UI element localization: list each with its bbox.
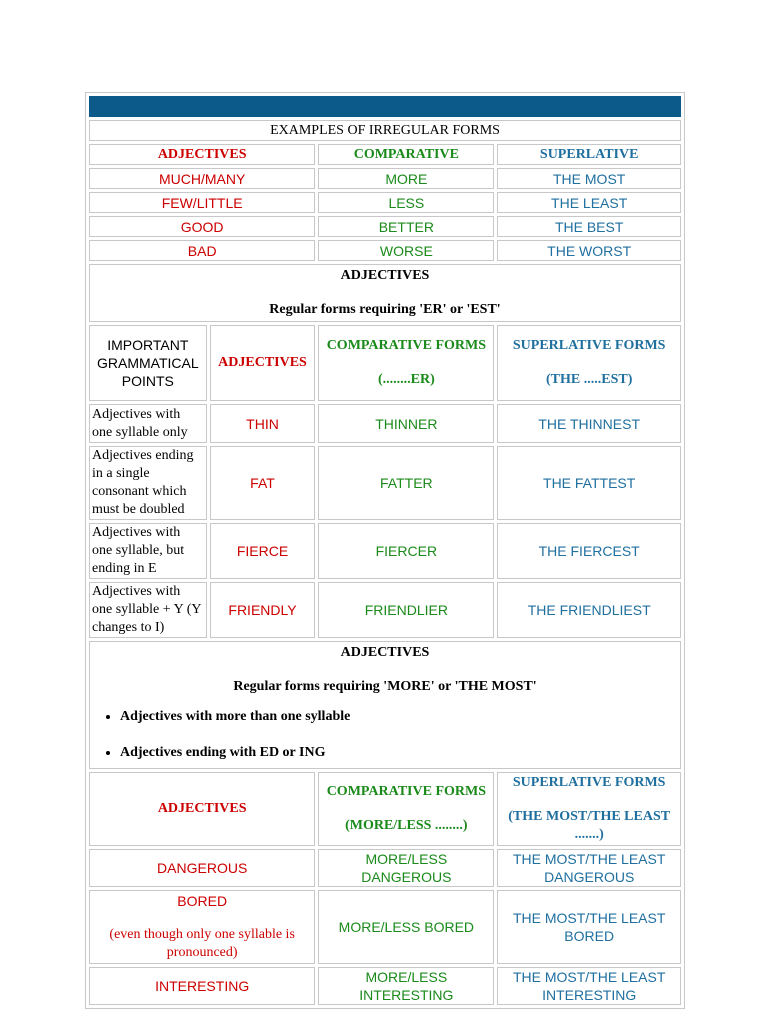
irregular-adjective: FEW/LITTLE [89,192,315,213]
section-subheading: Regular forms requiring 'MORE' or 'THE MOST' [233,679,537,694]
adjective-word: BORED [177,893,228,909]
header-adjectives: ADJECTIVES [210,325,316,401]
comparative-cell: MORE/LESS INTERESTING [318,967,494,1005]
superlative-cell: THE FRIENDLIEST [497,582,681,638]
header-comparative-pattern: (MORE/LESS ........) [345,818,468,833]
regular-er-section [89,264,681,322]
irregular-title: EXAMPLES OF IRREGULAR FORMS [89,120,681,141]
header-superlative-forms [497,772,681,846]
header-superlative-forms [497,325,681,401]
adjective-word: DANGEROUS [157,860,248,876]
regular-more-section [89,641,681,769]
superlative-cell: THE THINNEST [497,404,681,443]
irregular-adjective: BAD [89,240,315,261]
grammar-point: Adjectives ending in a single consonant which must be doubled [89,446,207,520]
irregular-header-comparative: COMPARATIVE [318,144,494,165]
irregular-comparative: MORE [318,168,494,189]
comparative-cell: FATTER [318,446,494,520]
header-superlative-pattern: (THE .....EST) [546,372,633,387]
irregular-header-adjectives: ADJECTIVES [89,144,315,165]
grammar-point: Adjectives with one syllable + Y (Y changes to I) [89,582,207,638]
superlative-cell: THE MOST/THE LEAST BORED [497,890,681,964]
adjective-cell: FIERCE [210,523,316,579]
superlative-cell: THE MOST/THE LEAST INTERESTING [497,967,681,1005]
irregular-adjective: MUCH/MANY [89,168,315,189]
adjective-cell: THIN [210,404,316,443]
header-superlative-pattern: (THE MOST/THE LEAST .......) [508,809,671,842]
section-heading: ADJECTIVES [340,645,430,660]
adjective-cell: FRIENDLY [210,582,316,638]
irregular-comparative: BETTER [318,216,494,237]
irregular-adjective: GOOD [89,216,315,237]
document-page [85,92,685,1009]
irregular-comparative: LESS [318,192,494,213]
adjective-cell [89,967,315,1005]
rule-item: • Adjectives ending with ED or ING [120,744,678,762]
comparative-cell: THINNER [318,404,494,443]
section-subheading: Regular forms requiring 'ER' or 'EST' [269,302,501,317]
adjective-cell [89,849,315,887]
irregular-superlative: THE LEAST [497,192,681,213]
header-comparative-label: COMPARATIVE FORMS [326,338,486,353]
header-bar [89,96,681,117]
adjectives-table [85,92,685,1009]
comparative-cell: FRIENDLIER [318,582,494,638]
superlative-cell: THE MOST/THE LEAST DANGEROUS [497,849,681,887]
adjective-note: (even though only one syllable is pronounced) [109,927,295,960]
irregular-superlative: THE BEST [497,216,681,237]
comparative-cell: MORE/LESS DANGEROUS [318,849,494,887]
comparative-cell: FIERCER [318,523,494,579]
irregular-superlative: THE WORST [497,240,681,261]
superlative-cell: THE FIERCEST [497,523,681,579]
header-comparative-label: COMPARATIVE FORMS [326,784,486,799]
irregular-header-superlative: SUPERLATIVE [497,144,681,165]
adjective-cell: FAT [210,446,316,520]
comparative-cell: MORE/LESS BORED [318,890,494,964]
header-comparative-forms [318,325,494,401]
section-heading: ADJECTIVES [340,268,430,283]
rule-item: • Adjectives with more than one syllable [120,708,678,726]
header-comparative-forms [318,772,494,846]
header-grammatical-points: IMPORTANT GRAMMATICAL POINTS [89,325,207,401]
header-superlative-label: SUPERLATIVE FORMS [512,775,666,790]
header-comparative-pattern: (........ER) [377,372,435,387]
header-adjectives: ADJECTIVES [89,772,315,846]
header-superlative-label: SUPERLATIVE FORMS [512,338,666,353]
superlative-cell: THE FATTEST [497,446,681,520]
irregular-comparative: WORSE [318,240,494,261]
rule-list [92,708,678,762]
irregular-superlative: THE MOST [497,168,681,189]
grammar-point: Adjectives with one syllable, but ending in E [89,523,207,579]
grammar-point: Adjectives with one syllable only [89,404,207,443]
adjective-cell [89,890,315,964]
adjective-word: INTERESTING [155,978,250,994]
